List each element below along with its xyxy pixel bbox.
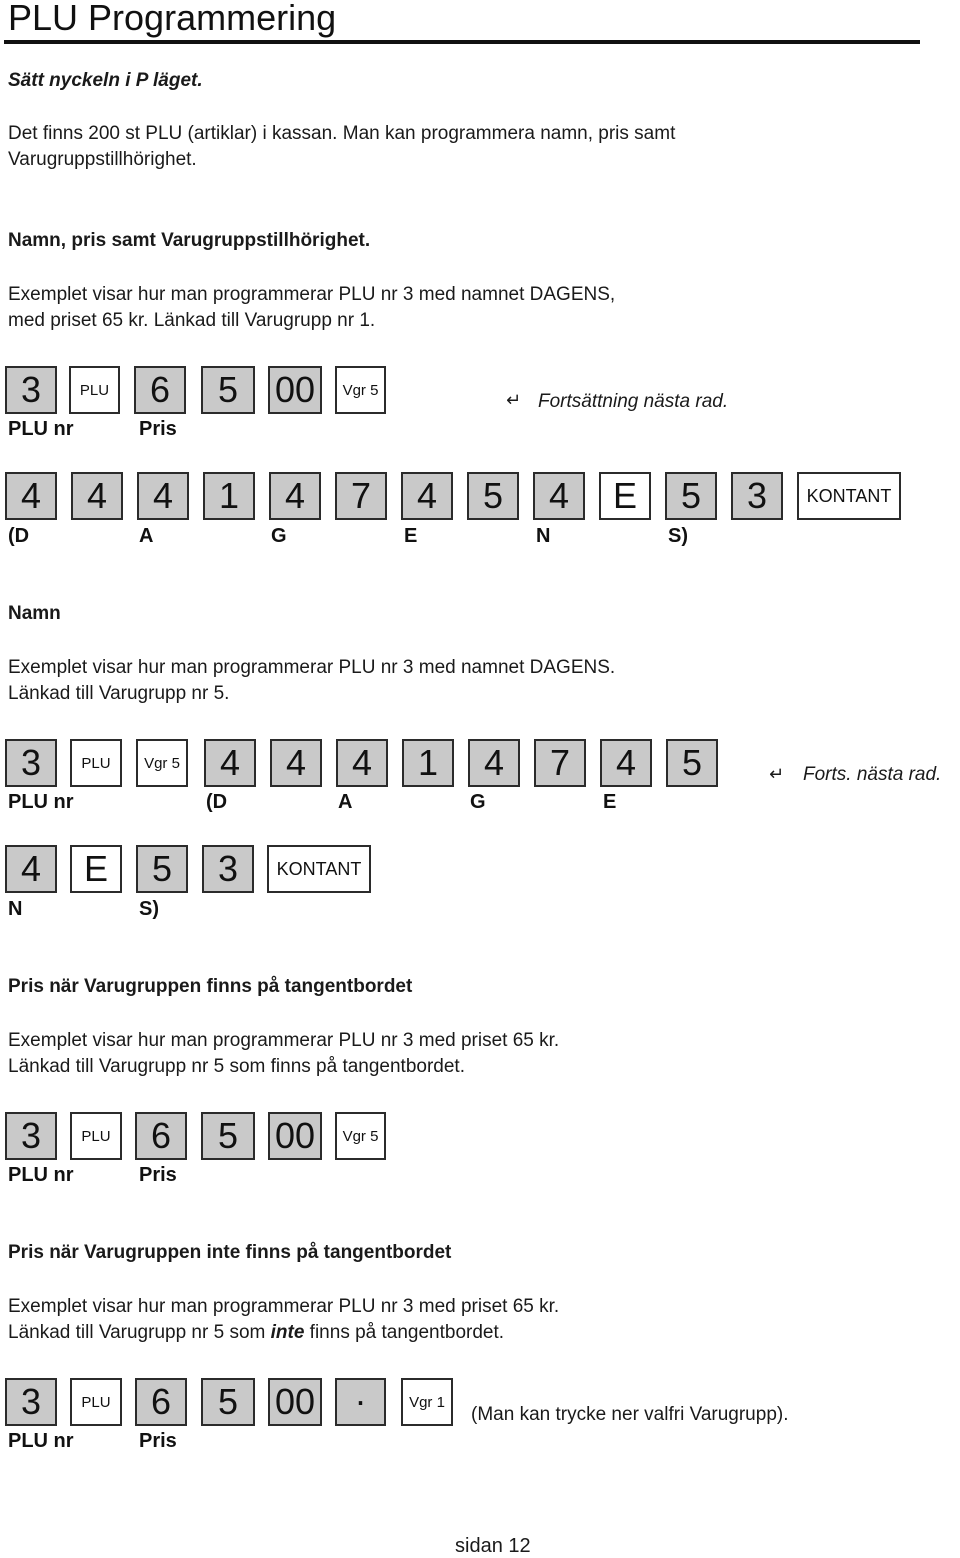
label-plu-nr: PLU nr	[8, 1164, 74, 1186]
key-4: 4	[600, 739, 652, 787]
label-letter: G	[470, 791, 486, 813]
key-4: 4	[336, 739, 388, 787]
key-e: E	[70, 845, 122, 893]
key-3: 3	[5, 366, 57, 414]
label-letter: E	[603, 791, 617, 813]
intro-line-1: Det finns 200 st PLU (artiklar) i kassan. Man kan programmera namn, pris samt	[8, 123, 676, 144]
key-6: 6	[134, 366, 186, 414]
section4-desc-2-b: finns på tangentbordet.	[304, 1322, 505, 1343]
section4-desc-1: Exemplet visar hur man programmerar PLU nr 3 med priset 65 kr.	[8, 1296, 560, 1317]
key-3: 3	[202, 845, 254, 893]
section1-desc-2: med priset 65 kr. Länkad till Varugrupp nr 1.	[8, 310, 376, 331]
label-letter: S)	[139, 898, 159, 920]
continue-text: Fortsättning nästa rad.	[538, 391, 729, 412]
page-title: PLU Programmering	[8, 0, 337, 38]
key-5: 5	[201, 366, 255, 414]
key-vgr5: Vgr 5	[136, 739, 188, 787]
section2-desc-1: Exemplet visar hur man programmerar PLU nr 3 med namnet DAGENS.	[8, 657, 616, 678]
key-5: 5	[136, 845, 188, 893]
key-plu: PLU	[70, 1378, 122, 1426]
label-letter: G	[271, 525, 287, 547]
key-4: 4	[401, 472, 453, 520]
key-4: 4	[270, 739, 322, 787]
key-4: 4	[5, 845, 57, 893]
key-3: 3	[731, 472, 783, 520]
section3-desc-2: Länkad till Varugrupp nr 5 som finns på tangentbordet.	[8, 1056, 465, 1077]
section4-heading: Pris när Varugruppen inte finns på tangentbordet	[8, 1242, 452, 1263]
label-pris: Pris	[139, 1164, 177, 1186]
section3-desc-1: Exemplet visar hur man programmerar PLU nr 3 med priset 65 kr.	[8, 1030, 560, 1051]
key-3: 3	[5, 1378, 57, 1426]
section2-desc-2: Länkad till Varugrupp nr 5.	[8, 683, 230, 704]
key-vgr1: Vgr 1	[401, 1378, 453, 1426]
key-3: 3	[5, 739, 57, 787]
key-7: 7	[534, 739, 586, 787]
key-4: 4	[71, 472, 123, 520]
key-4: 4	[468, 739, 520, 787]
label-pris: Pris	[139, 1430, 177, 1452]
key-plu: PLU	[70, 739, 122, 787]
label-letter: A	[139, 525, 154, 547]
title-rule	[4, 40, 920, 44]
section3-heading: Pris när Varugruppen finns på tangentbordet	[8, 976, 413, 997]
label-letter: (D	[206, 791, 228, 813]
label-letter: E	[404, 525, 418, 547]
label-plu-nr: PLU nr	[8, 1430, 74, 1452]
key-4: 4	[204, 739, 256, 787]
key-1: 1	[402, 739, 454, 787]
key-5: 5	[665, 472, 717, 520]
key-5: 5	[201, 1378, 255, 1426]
key-vgr5: Vgr 5	[335, 366, 386, 414]
label-letter: N	[8, 898, 23, 920]
key-6: 6	[135, 1112, 187, 1160]
key-kontant: KONTANT	[267, 845, 371, 893]
key-4: 4	[533, 472, 585, 520]
key-kontant: KONTANT	[797, 472, 901, 520]
key-vgr5: Vgr 5	[335, 1112, 386, 1160]
continue-text: Forts. nästa rad.	[803, 764, 942, 785]
label-letter: (D	[8, 525, 30, 547]
section1-desc-1: Exemplet visar hur man programmerar PLU nr 3 med namnet DAGENS,	[8, 284, 616, 305]
key-5: 5	[666, 739, 718, 787]
key-plu: PLU	[70, 1112, 122, 1160]
key-00: 00	[268, 1112, 322, 1160]
continue-arrow-icon: ↵	[769, 764, 785, 784]
label-plu-nr: PLU nr	[8, 418, 74, 440]
key-5: 5	[201, 1112, 255, 1160]
intro-line-2: Varugruppstillhörighet.	[8, 149, 197, 170]
key-plu: PLU	[69, 366, 120, 414]
key-4: 4	[5, 472, 57, 520]
key-e: E	[599, 472, 651, 520]
section4-desc-2	[8, 1320, 504, 1346]
label-letter: A	[338, 791, 353, 813]
page-number: sidan 12	[455, 1535, 531, 1557]
section4-note: (Man kan trycke ner valfri Varugrupp).	[471, 1404, 789, 1425]
key-4: 4	[269, 472, 321, 520]
section4-desc-2-a: Länkad till Varugrupp nr 5 som	[8, 1322, 271, 1343]
key-instruction: Sätt nyckeln i P läget.	[8, 70, 203, 91]
key-00: 00	[268, 1378, 322, 1426]
key-1: 1	[203, 472, 255, 520]
key-5: 5	[467, 472, 519, 520]
section1-heading: Namn, pris samt Varugruppstillhörighet.	[8, 230, 371, 251]
key-decimal-point: ·	[335, 1378, 386, 1426]
key-00: 00	[268, 366, 322, 414]
label-letter: N	[536, 525, 551, 547]
key-7: 7	[335, 472, 387, 520]
section4-desc-2-emphasis: inte	[270, 1322, 305, 1343]
continue-arrow-icon: ↵	[506, 390, 522, 410]
label-letter: S)	[668, 525, 688, 547]
key-4: 4	[137, 472, 189, 520]
key-6: 6	[135, 1378, 187, 1426]
label-pris: Pris	[139, 418, 177, 440]
key-3: 3	[5, 1112, 57, 1160]
section2-heading: Namn	[8, 603, 61, 624]
label-plu-nr: PLU nr	[8, 791, 74, 813]
